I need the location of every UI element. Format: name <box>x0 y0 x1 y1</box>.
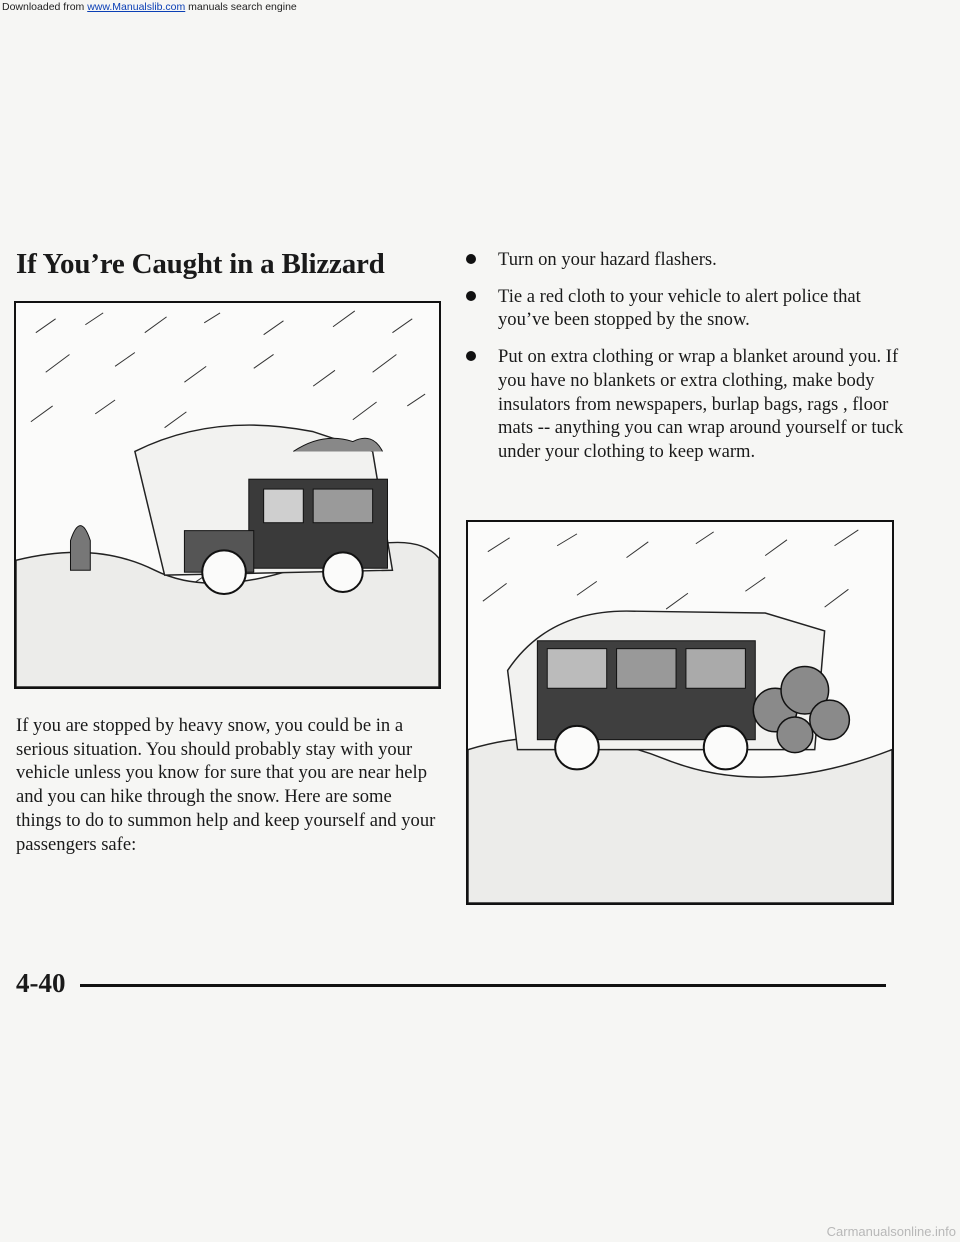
download-suffix: manuals search engine <box>185 1 297 13</box>
manualslib-link[interactable]: www.Manualslib.com <box>87 1 186 13</box>
footer-rule <box>80 984 886 987</box>
download-source-bar <box>0 0 960 14</box>
page-number: 4-40 <box>16 968 66 998</box>
download-prefix: Downloaded from <box>2 1 88 13</box>
intro-paragraph: If you are stopped by heavy snow, you could be in a serious situation. You should probably stay with your vehicle unless you know for sure that you are near help and you can hike through the snow. Here are some things to do to summon help and keep yourself and your passengers safe: <box>16 715 436 855</box>
list-item <box>466 345 906 464</box>
list-item <box>466 285 906 332</box>
illustration-snowbound-vehicle-front <box>14 301 441 689</box>
bullet-icon <box>466 351 476 361</box>
bullet-icon <box>466 254 476 264</box>
bullet-text: Put on extra clothing or wrap a blanket around you. If you have no blankets or extra clothing, make body insulators from newspapers, burlap bags, rags , floor mats -- anything you can wrap around yourself or tuck under your clothing to keep warm. <box>498 346 904 462</box>
bullet-text: Turn on your hazard flashers. <box>498 249 717 270</box>
section-title: If You’re Caught in a Blizzard <box>16 248 385 280</box>
watermark: Carmanualsonline.info <box>826 1224 956 1239</box>
safety-bullet-list <box>466 248 906 477</box>
list-item <box>466 248 906 272</box>
bullet-icon <box>466 291 476 301</box>
bullet-text: Tie a red cloth to your vehicle to alert police that you’ve been stopped by the snow. <box>498 285 861 331</box>
illustration-snowbound-vehicle-exhaust <box>466 520 894 905</box>
